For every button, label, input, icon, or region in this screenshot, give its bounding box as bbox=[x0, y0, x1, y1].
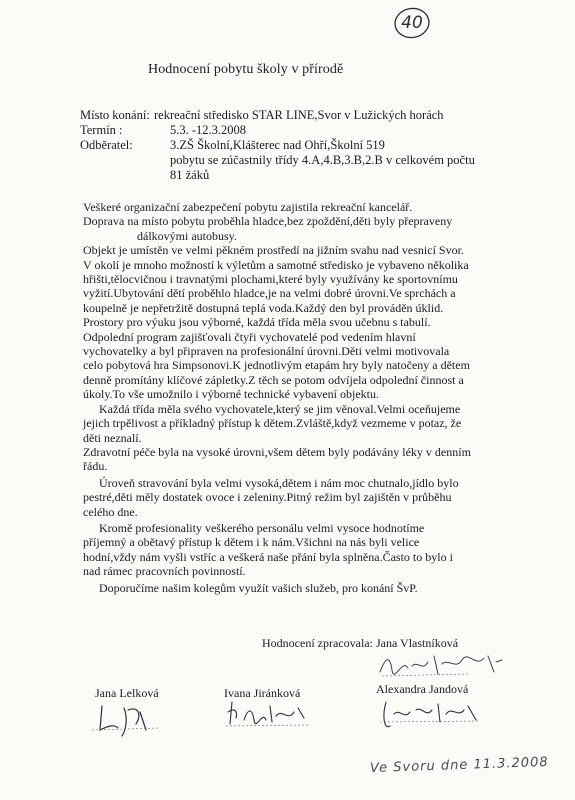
customer-label: Odběratel: bbox=[80, 138, 133, 152]
text-line: Každá třída měla svého vychovatele,který se jim věnoval.Velmi oceňujeme bbox=[99, 401, 461, 416]
text-line: děti neznalí. bbox=[83, 430, 142, 445]
text-line: koupelně je nepřetržitě dostupná teplá voda.Každý den byl prováděn úklid. bbox=[83, 300, 444, 315]
customer-value: 3.ZŠ Školní,Klášterec nad Ohří,Školní 519 bbox=[170, 138, 385, 152]
text-line: nad rámec pracovních povinností. bbox=[83, 564, 246, 579]
customer-line-3: 81 žáků bbox=[170, 168, 210, 182]
text-line: hřišti,tělocvičnou i travnatými plochami,které byly využívány ke sportovnímu bbox=[83, 272, 458, 287]
text-line: řádu. bbox=[83, 459, 108, 474]
text-line: pestré,děti měly dostatek ovoce i zeleniny.Pitný režim byl zajištěn v průběhu bbox=[83, 490, 452, 505]
signature-jirankova-icon bbox=[222, 698, 312, 734]
text-line: denně promítány klíčové zápletky.Z těch se potom odvíjela odpolední činnost a bbox=[83, 372, 464, 387]
text-line: příjemný a obětavý přístup k dětem i k nám.Všichni na nás byli velice bbox=[83, 535, 420, 550]
text-line: Odpolední program zajišťovali čtyři vychovatelé pod vedením hlavní bbox=[83, 329, 416, 344]
signature-name-jandova: Alexandra Jandová bbox=[376, 682, 469, 696]
info-block bbox=[80, 108, 475, 183]
text-line: vyžití.Ubytování dětí proběhlo hladce,je na velmi dobré úrovni.Ve sprchách a bbox=[83, 286, 456, 301]
text-line: hodní,vždy nám vyšli vstříc a veškerá naše přání byla splněna.Často to bylo i bbox=[83, 549, 453, 564]
evaluator-line: Hodnocení zpracovala: Jana Vlastníková bbox=[262, 636, 459, 650]
text-line: Úroveň stravování byla velmi vysoká,dětem i nám moc chutnalo,jídlo bylo bbox=[99, 475, 459, 490]
evaluation-text bbox=[83, 200, 513, 595]
handwritten-date: Ve Svoru dne 11.3.2008 bbox=[369, 754, 549, 777]
text-line: vychovatelky a byl připraven na profesionální úrovni.Děti velmi motivovala bbox=[83, 344, 450, 359]
page-number-handwritten bbox=[392, 6, 432, 40]
text-line: celo pobytová hra Simpsonovi.K jednotlivým etapám hry byly natočeny a dětem bbox=[83, 358, 470, 373]
text-line: V okolí je mnoho možností k výletům a samotné středisko je vybaveno několika bbox=[83, 257, 469, 272]
signature-name-lelkova: Jana Lelková bbox=[95, 686, 159, 700]
text-line: jejich trpělivost a příkladný přístup k dětem.Zvláště,když vezmeme v potaz, že bbox=[83, 416, 462, 431]
customer-line-2: pobytu se zúčastnily třídy 4.A,4.B,3.B,2.B v celkovém počtu bbox=[170, 153, 475, 167]
signature-vlastnikova-icon bbox=[376, 650, 506, 680]
text-line: Prostory pro výuku jsou výborné, každá třída měla svou učebnu s tabulí. bbox=[83, 315, 431, 330]
text-line: Zdravotní péče byla na vysoké úrovni,všem dětem byly podávány léky v denním bbox=[83, 444, 471, 459]
term-label: Termín : bbox=[80, 123, 123, 137]
signature-jandova-icon bbox=[376, 696, 486, 736]
venue-value: rekreační středisko STAR LINE,Svor v Lužických horách bbox=[154, 108, 444, 122]
signature-lelkova-icon bbox=[88, 700, 168, 742]
text-line: dálkovými autobusy. bbox=[137, 228, 237, 243]
text-line: Doprava na místo pobytu proběhla hladce,bez zpoždění,děti byly přepraveny bbox=[83, 214, 453, 229]
text-line: úkoly.To vše umožnilo i výborné technické vybavení objektu. bbox=[83, 387, 379, 402]
term-value: 5.3. -12.3.2008 bbox=[170, 123, 247, 137]
text-line: Objekt je umístěn ve velmi pěkném prostředí na jižním svahu nad vesnicí Svor. bbox=[83, 243, 464, 258]
text-line: celého dne. bbox=[83, 504, 138, 519]
text-line: Kromě profesionality veškerého personálu velmi vysoce hodnotíme bbox=[99, 520, 425, 535]
signature-name-jirankova: Ivana Jiránková bbox=[224, 686, 301, 700]
venue-label: Místo konání: bbox=[80, 108, 150, 122]
text-line: Veškeré organizační zabezpečení pobytu zajistila rekreační kancelář. bbox=[83, 200, 413, 214]
page-number-text: 40 bbox=[401, 13, 423, 33]
page-title: Hodnocení pobytu školy v přírodě bbox=[148, 62, 344, 77]
text-line: Doporučíme našim kolegům využít vašich služeb, pro konání ŠvP. bbox=[99, 580, 418, 595]
